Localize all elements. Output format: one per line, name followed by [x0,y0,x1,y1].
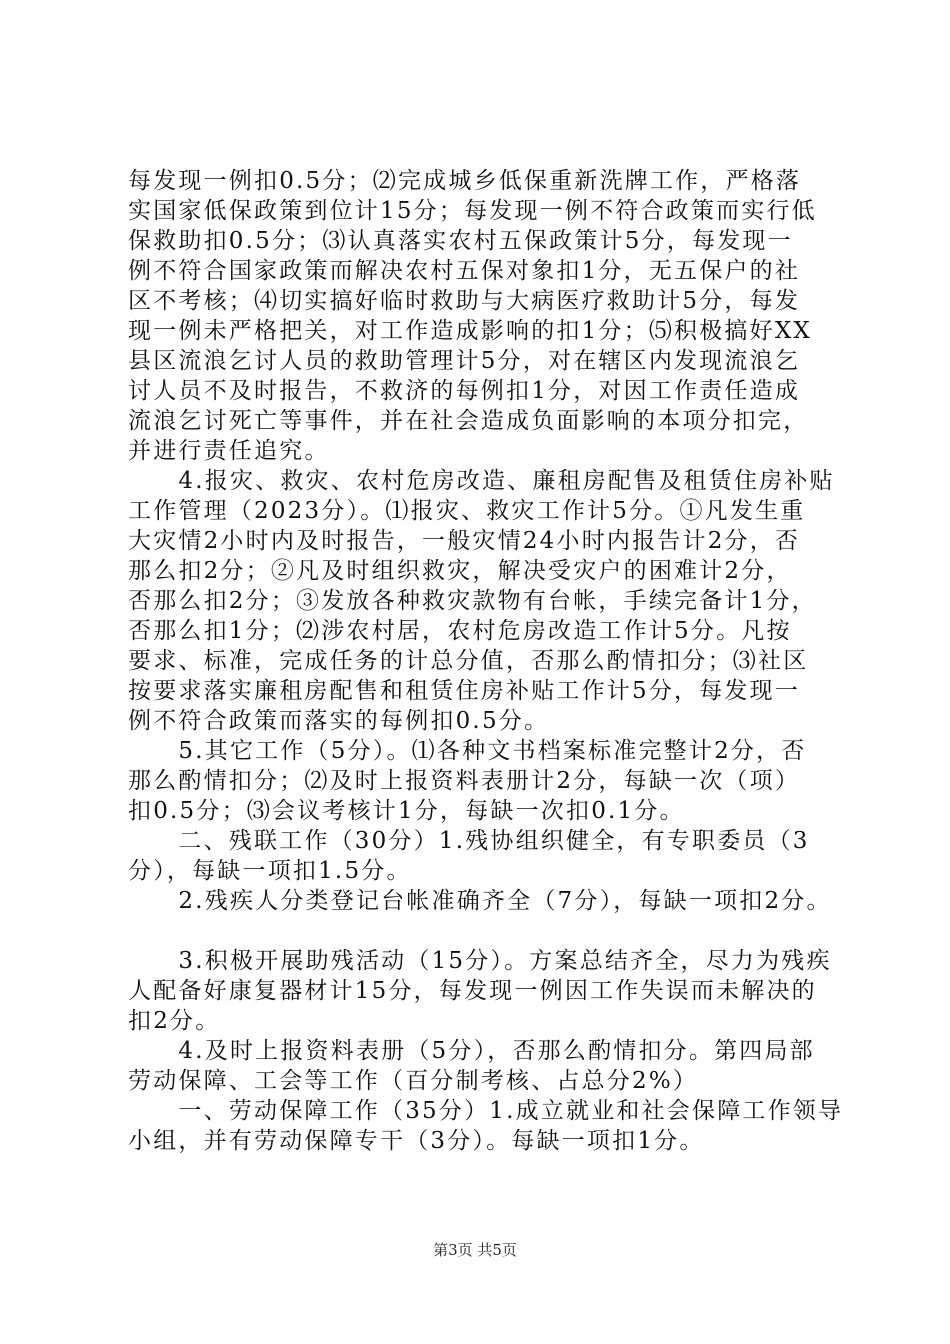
text-line: 例不符合政策而落实的每例扣0.5分。 [128,708,550,734]
text-line: 流浪乞讨死亡等事件，并在社会造成负面影响的本项分扣完， [128,408,809,434]
text-line: 大灾情2小时内及时报告，一般灾情24小时内报告计2分，否 [128,528,801,554]
text-line: 4.及时上报资料表册（5分），否那么酌情扣分。第四局部 [128,1038,815,1064]
text-line: 3.积极开展助残活动（15分）。方案总结齐全，尽力为残疾 [128,948,832,974]
text-line: 扣0.5分；⑶会议考核计1分，每缺一次扣0.1分。 [128,798,685,824]
text-line: 按要求落实廉租房配售和租赁住房补贴工作计5分，每发现一 [128,678,801,704]
text-line: 每发现一例扣0.5分；⑵完成城乡低保重新洗牌工作，严格落 [128,168,802,194]
text-line: 分），每缺一项扣1.5分。 [128,858,412,884]
text-line: 4.报灾、救灾、农村危房改造、廉租房配售及租赁住房补贴 [128,468,835,494]
text-line: 要求、标准，完成任务的计总分值，否那么酌情扣分；⑶社区 [128,648,809,674]
text-line: 5.其它工作（5分）。⑴各种文书档案标准完整计2分，否 [128,738,807,764]
text-line: 人配备好康复器材计15分，每发现一例因工作失误而未解决的 [128,978,817,1004]
text-line: 实国家低保政策到位计15分；每发现一例不符合政策而实行低 [128,198,817,224]
text-line: 否那么扣1分；⑵涉农村居，农村危房改造工作计5分。凡按 [128,618,792,644]
text-line: 县区流浪乞讨人员的救助管理计5分，对在辖区内发现流浪乞 [128,348,801,374]
text-line: 区不考核；⑷切实搞好临时救助与大病医疗救助计5分，每发 [128,288,801,314]
text-line: 保救助扣0.5分；⑶认真落实农村五保政策计5分，每发现一 [128,228,793,254]
text-line: 否那么扣2分；③发放各种救灾款物有台帐，手续完备计1分， [128,588,817,614]
text-line: 小组，并有劳动保障专干（3分）。每缺一项扣1分。 [128,1128,705,1154]
text-line: 并进行责任追究。 [128,438,330,464]
text-line: 现一例未严格把关，对工作造成影响的扣1分；⑸积极搞好XX [128,318,812,344]
text-line: 2.残疾人分类登记台帐准确齐全（7分），每缺一项扣2分。 [128,888,832,914]
text-line: 那么扣2分；②凡及时组织救灾，解决受灾户的困难计2分， [128,558,792,584]
text-line: 讨人员不及时报告，不救济的每例扣1分，对因工作责任造成 [128,378,801,404]
text-line: 工作管理（2023分）。⑴报灾、救灾工作计5分。①凡发生重 [128,498,806,524]
text-line: 二、残联工作（30分）1.残协组织健全，有专职委员（3 [128,828,810,854]
blank-line [128,916,848,946]
text-line: 那么酌情扣分；⑵及时上报资料表册计2分，每缺一次（项） [128,768,801,794]
page-number-footer: 第3页 共5页 [433,1241,517,1259]
text-line: 扣2分。 [128,1008,221,1034]
document-body [128,166,848,1156]
text-line: 劳动保障、工会等工作（百分制考核、占总分2%） [128,1068,699,1094]
text-line: 例不符合国家政策而解决农村五保对象扣1分，无五保户的社 [128,258,801,284]
text-line: 一、劳动保障工作（35分）1.成立就业和社会保障工作领导 [128,1098,844,1124]
